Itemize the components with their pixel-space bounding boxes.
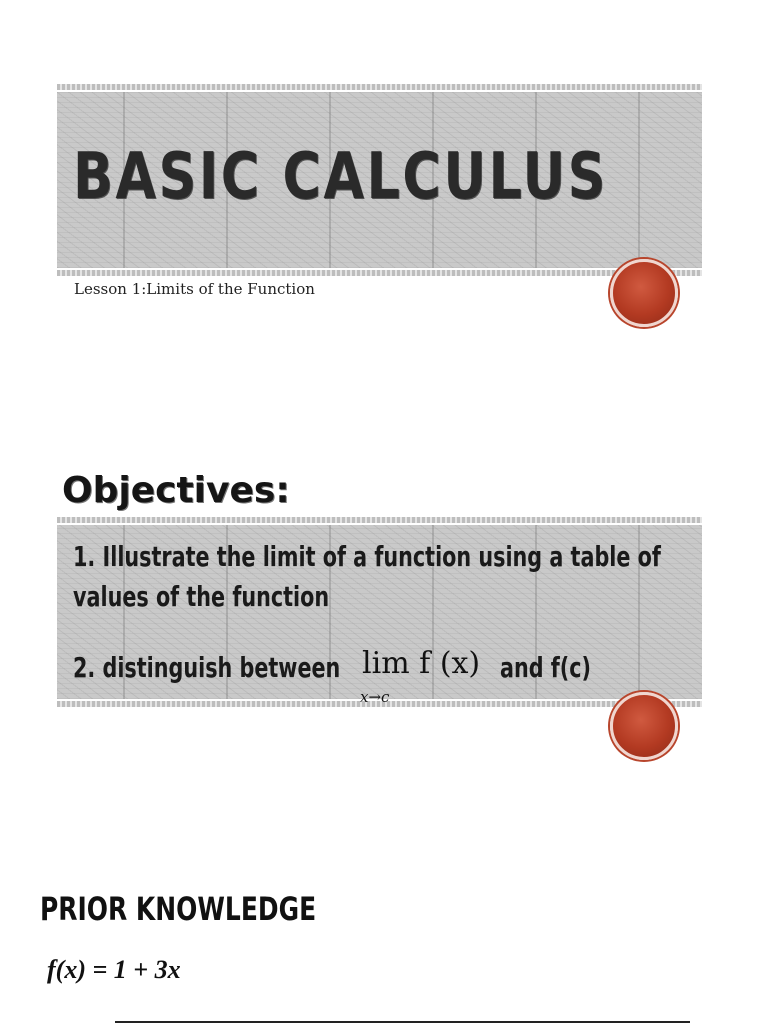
objective-2-prefix: 2. distinguish between: [73, 651, 341, 684]
objective-1-line-1: 1. Illustrate the limit of a function using a table of: [73, 540, 661, 573]
limit-subscript: x→c: [360, 688, 390, 706]
table-top-border: [115, 1021, 690, 1023]
title-band-top-edge: [57, 84, 702, 90]
objectives-band-top-edge: [57, 517, 702, 523]
objectives-heading: Objectives:: [62, 470, 290, 511]
prior-knowledge-heading: PRIOR KNOWLEDGE: [40, 890, 317, 928]
slide-subtitle: Lesson 1:Limits of the Function: [74, 280, 315, 298]
objective-2-suffix: and f(c): [500, 651, 592, 684]
function-formula: f(x) = 1 + 3x: [47, 955, 181, 984]
title-band-bottom-edge: [57, 270, 702, 276]
objective-1-line-2: values of the function: [73, 580, 330, 613]
decorative-circle-2: [610, 692, 678, 760]
decorative-circle-1: [610, 259, 678, 327]
slide-title: BASIC CALCULUS: [73, 140, 608, 214]
limit-expression: lim f (x): [362, 646, 481, 681]
